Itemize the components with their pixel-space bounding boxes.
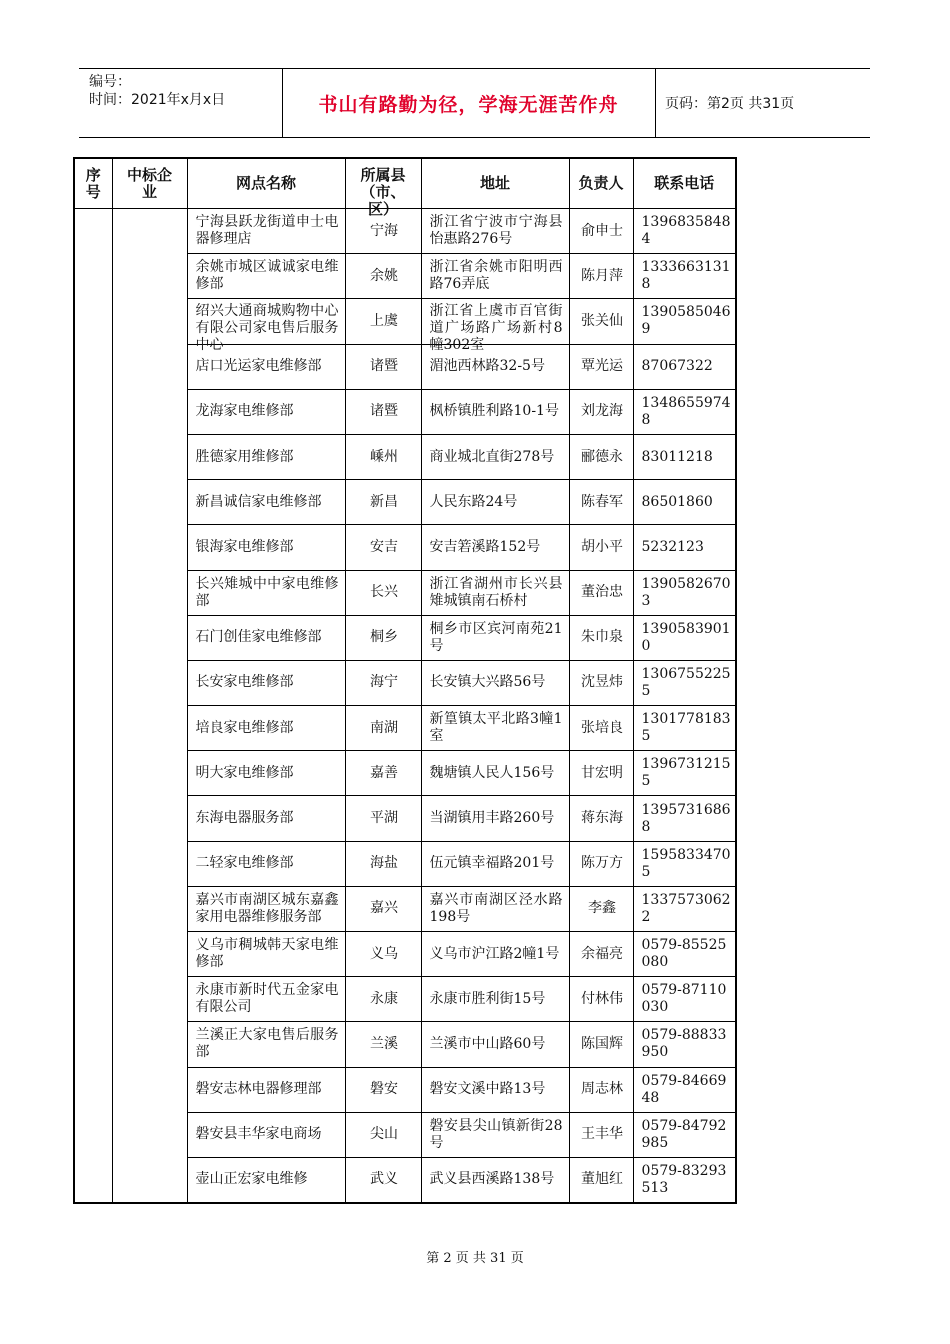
address-cell: 义乌市沪江路2幢1号 [421,932,569,977]
outlet-name-cell: 嘉兴市南湖区城东嘉鑫家用电器维修服务部 [187,886,345,931]
address-cell: 当湖镇用丰路260号 [421,796,569,841]
header-page-box [655,69,870,137]
county-cell: 嘉善 [345,751,421,796]
county-cell: 海盐 [345,841,421,886]
phone-cell: 13957316868 [633,796,736,841]
person-cell: 郦德永 [569,434,633,479]
person-cell: 俞申士 [569,209,633,254]
address-cell: 湄池西林路32-5号 [421,344,569,389]
footer-page-number: 第 2 页 共 31 页 [426,1251,524,1266]
header-page-info: 页码：第2页 共31页 [665,96,795,112]
outlet-name-cell: 磐安县丰华家电商场 [187,1112,345,1157]
county-cell: 安吉 [345,525,421,570]
person-cell: 覃光运 [569,344,633,389]
col-header-company: 中标企业 [112,158,187,209]
county-cell: 兰溪 [345,1022,421,1067]
address-cell: 新篁镇太平北路3幢1室 [421,706,569,751]
person-cell: 刘龙海 [569,389,633,434]
address-cell: 浙江省余姚市阳明西路76弄底 [421,254,569,299]
county-cell: 平湖 [345,796,421,841]
col-header-address: 地址 [421,158,569,209]
outlet-name-cell: 明大家电维修部 [187,751,345,796]
phone-cell: 13905850469 [633,299,736,344]
outlet-name-cell: 新昌诚信家电维修部 [187,480,345,525]
county-cell: 宁海 [345,209,421,254]
phone-cell: 0579-87110030 [633,977,736,1022]
phone-cell: 0579-88833950 [633,1022,736,1067]
outlet-name-cell: 绍兴大通商城购物中心有限公司家电售后服务中心 [187,299,345,344]
address-cell: 伍元镇幸福路201号 [421,841,569,886]
county-cell: 尖山 [345,1112,421,1157]
outlet-name-cell: 东海电器服务部 [187,796,345,841]
person-cell: 王丰华 [569,1112,633,1157]
person-cell: 朱巾泉 [569,615,633,660]
person-cell: 甘宏明 [569,751,633,796]
header-info [79,69,283,137]
company-cell-merged [112,209,187,1203]
address-cell: 安吉箬溪路152号 [421,525,569,570]
address-cell: 嘉兴市南湖区泾水路198号 [421,886,569,931]
phone-cell: 13067552255 [633,660,736,705]
address-cell: 磐安文溪中路13号 [421,1067,569,1112]
outlet-name-cell: 宁海县跃龙街道申士电器修理店 [187,209,345,254]
phone-cell: 13905826703 [633,570,736,615]
outlet-name-cell: 长兴雉城中中家电维修部 [187,570,345,615]
address-cell: 浙江省宁波市宁海县怡惠路276号 [421,209,569,254]
phone-cell: 83011218 [633,434,736,479]
phone-cell: 5232123 [633,525,736,570]
address-cell: 浙江省上虞市百官街道广场路广场新村8幢302室 [421,299,569,344]
outlet-name-cell: 二轻家电维修部 [187,841,345,886]
county-cell: 长兴 [345,570,421,615]
address-cell: 浙江省湖州市长兴县雉城镇南石桥村 [421,570,569,615]
address-cell: 魏塘镇人民人156号 [421,751,569,796]
county-cell: 义乌 [345,932,421,977]
page-header [79,68,870,138]
col-header-outlet-name: 网点名称 [187,158,345,209]
person-cell: 胡小平 [569,525,633,570]
outlet-name-cell: 余姚市城区诚诚家电维修部 [187,254,345,299]
person-cell: 陈国辉 [569,1022,633,1067]
address-cell: 长安镇大兴路56号 [421,660,569,705]
phone-cell: 0579-8466948 [633,1067,736,1112]
address-cell: 武义县西溪路138号 [421,1157,569,1202]
outlet-name-cell: 壶山正宏家电维修 [187,1157,345,1202]
phone-cell: 13017781835 [633,706,736,751]
person-cell: 周志林 [569,1067,633,1112]
col-header-index: 序号 [74,158,112,209]
phone-cell: 0579-85525080 [633,932,736,977]
county-cell: 余姚 [345,254,421,299]
table-row [74,209,736,254]
person-cell: 董治忠 [569,570,633,615]
page-footer [0,1247,950,1266]
address-cell: 枫桥镇胜利路10-1号 [421,389,569,434]
address-cell: 商业城北直街278号 [421,434,569,479]
col-header-person: 负责人 [569,158,633,209]
person-cell: 陈万方 [569,841,633,886]
person-cell: 陈月萍 [569,254,633,299]
phone-cell: 0579-84792985 [633,1112,736,1157]
phone-cell: 15958334705 [633,841,736,886]
phone-cell: 86501860 [633,480,736,525]
county-cell: 上虞 [345,299,421,344]
county-cell: 诸暨 [345,389,421,434]
person-cell: 董旭红 [569,1157,633,1202]
person-cell: 张培良 [569,706,633,751]
person-cell: 余福亮 [569,932,633,977]
outlet-name-cell: 店口光运家电维修部 [187,344,345,389]
person-cell: 蒋东海 [569,796,633,841]
outlet-name-cell: 银海家电维修部 [187,525,345,570]
phone-cell: 13968358484 [633,209,736,254]
outlet-name-cell: 石门创佳家电维修部 [187,615,345,660]
outlet-name-cell: 兰溪正大家电售后服务部 [187,1022,345,1067]
address-cell: 人民东路24号 [421,480,569,525]
county-cell: 嘉兴 [345,886,421,931]
county-cell: 南湖 [345,706,421,751]
address-cell: 永康市胜利街15号 [421,977,569,1022]
outlet-name-cell: 培良家电维修部 [187,706,345,751]
header-motto-box [282,69,656,137]
county-cell: 磐安 [345,1067,421,1112]
index-cell-merged [74,209,112,1203]
person-cell: 陈春军 [569,480,633,525]
county-cell: 桐乡 [345,615,421,660]
address-cell: 桐乡市区宾河南苑21号 [421,615,569,660]
address-cell: 磐安县尖山镇新街28号 [421,1112,569,1157]
table-header-row [74,158,736,209]
outlet-name-cell: 长安家电维修部 [187,660,345,705]
county-cell: 海宁 [345,660,421,705]
phone-cell: 13486559748 [633,389,736,434]
service-outlet-table [73,157,737,1204]
col-header-county: 所属县（市、区） [345,158,421,209]
col-header-phone: 联系电话 [633,158,736,209]
header-motto: 书山有路勤为径，学海无涯苦作舟 [318,93,619,116]
phone-cell: 87067322 [633,344,736,389]
phone-cell: 13336631318 [633,254,736,299]
outlet-name-cell: 义乌市稠城韩天家电维修部 [187,932,345,977]
outlet-name-cell: 胜德家用维修部 [187,434,345,479]
phone-cell: 13375730622 [633,886,736,931]
outlet-name-cell: 龙海家电维修部 [187,389,345,434]
outlet-name-cell: 永康市新时代五金家电有限公司 [187,977,345,1022]
phone-cell: 13905839010 [633,615,736,660]
person-cell: 付林伟 [569,977,633,1022]
outlet-name-cell: 磐安志林电器修理部 [187,1067,345,1112]
person-cell: 李鑫 [569,886,633,931]
document-time: 时间：2021年x月x日 [89,92,226,108]
county-cell: 嵊州 [345,434,421,479]
address-cell: 兰溪市中山路60号 [421,1022,569,1067]
county-cell: 武义 [345,1157,421,1202]
document-number-label: 编号： [89,74,131,90]
county-cell: 新昌 [345,480,421,525]
county-cell: 永康 [345,977,421,1022]
phone-cell: 0579-83293513 [633,1157,736,1202]
person-cell: 张关仙 [569,299,633,344]
phone-cell: 13967312155 [633,751,736,796]
county-cell: 诸暨 [345,344,421,389]
person-cell: 沈昱炜 [569,660,633,705]
